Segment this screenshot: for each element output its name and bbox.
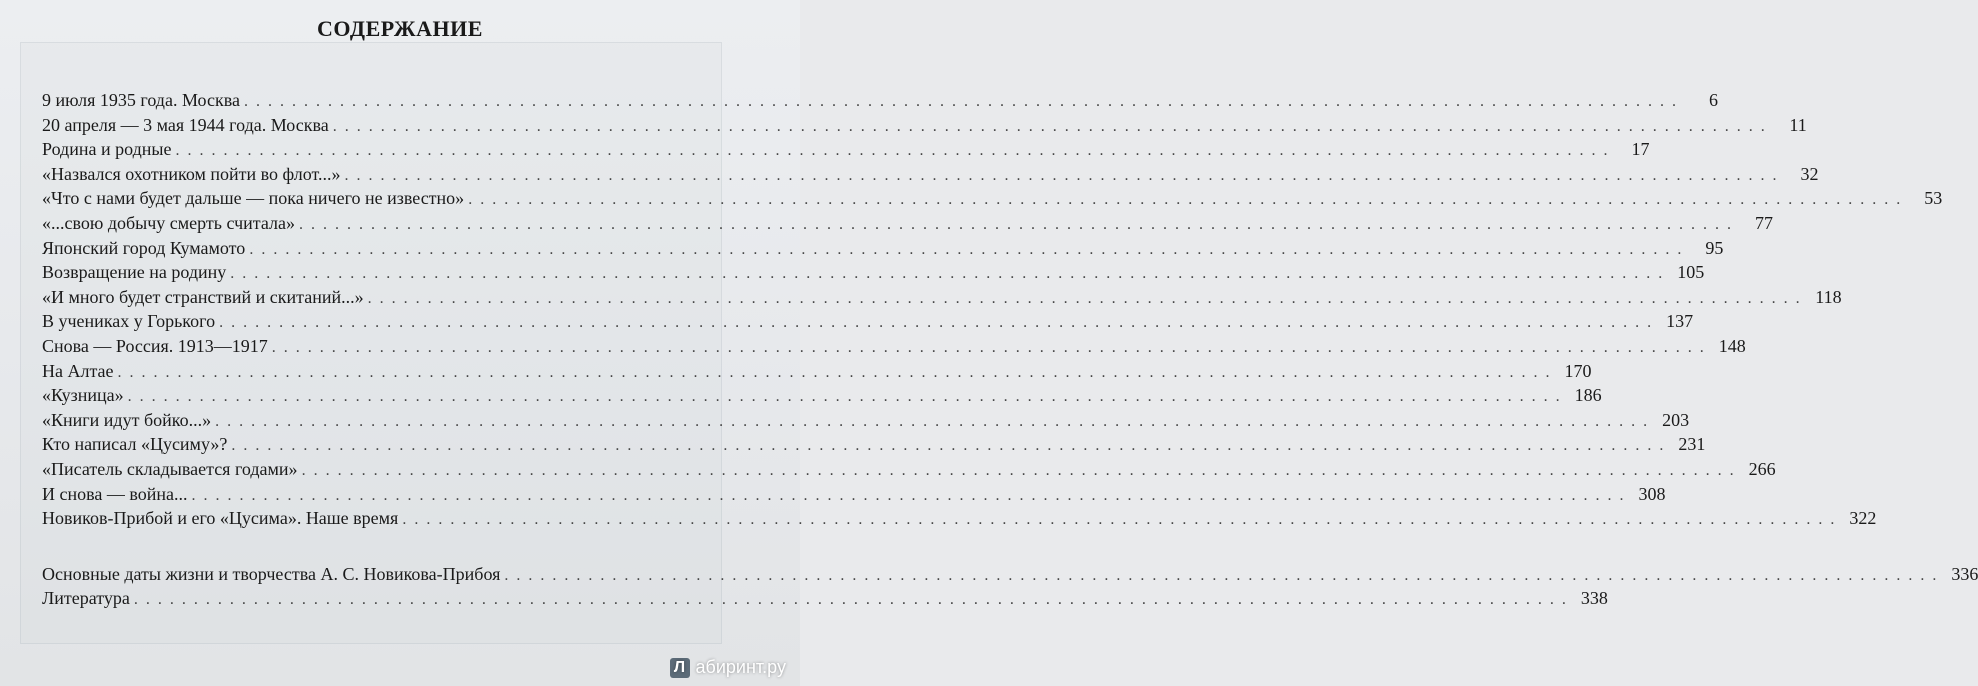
- toc-entry-page: 95: [1705, 237, 1724, 258]
- toc-entry-page: 53: [1924, 188, 1943, 209]
- toc-entry: [42, 285, 1842, 310]
- toc-entry: [42, 236, 1724, 261]
- toc-leader-dots: . . . . . . . . . . . . . . . . . . . . . . . . . . . . . . . . . . . . . . . . . . . . . . . . . . . . . . . . . . . . . . . . . . . . . . . . . . . . . . . . . . . . . . . . . . . . . . . . . . . . . . . . . . . . . . . . . . . . . . . .: [191, 486, 1626, 504]
- toc-leader-dots: . . . . . . . . . . . . . . . . . . . . . . . . . . . . . . . . . . . . . . . . . . . . . . . . . . . . . . . . . . . . . . . . . . . . . . . . . . . . . . . . . . . . . . . . . . . . . . . . . . . . . . . . . . . . . . . . . . . . . . . .: [468, 191, 1903, 209]
- toc-entry: [42, 432, 1706, 457]
- toc-leader-dots: . . . . . . . . . . . . . . . . . . . . . . . . . . . . . . . . . . . . . . . . . . . . . . . . . . . . . . . . . . . . . . . . . . . . . . . . . . . . . . . . . . . . . . . . . . . . . . . . . . . . . . . . . . . . . . . . . . . . . . . .: [133, 591, 1568, 609]
- toc-leader-dots: . . . . . . . . . . . . . . . . . . . . . . . . . . . . . . . . . . . . . . . . . . . . . . . . . . . . . . . . . . . . . . . . . . . . . . . . . . . . . . . . . . . . . . . . . . . . . . . . . . . . . . . . . . . . . . . . . . . . . . . .: [117, 363, 1552, 381]
- toc-entry-title: «Кузница»: [42, 385, 124, 406]
- toc-entry-page: 6: [1708, 90, 1718, 110]
- toc-entry-title: «Назвался охотником пойти во флот...»: [42, 163, 341, 184]
- toc-leader-dots: . . . . . . . . . . . . . . . . . . . . . . . . . . . . . . . . . . . . . . . . . . . . . . . . . . . . . . . . . . . . . . . . . . . . . . . . . . . . . . . . . . . . . . . . . . . . . . . . . . . . . . . . . . . . . . . . . . . . . . . .: [367, 289, 1802, 307]
- toc-entry-page: 336: [1951, 563, 1978, 584]
- toc-entry-title: Родина и родные: [42, 139, 172, 160]
- toc-entry-page: 170: [1564, 360, 1592, 381]
- toc-entry-title: «...свою добычу смерть считала»: [42, 212, 296, 233]
- toc-entry: [42, 457, 1776, 482]
- watermark-text: абиринт.ру: [695, 657, 786, 677]
- toc-entry-page: 231: [1678, 434, 1706, 455]
- toc-leader-dots: . . . . . . . . . . . . . . . . . . . . . . . . . . . . . . . . . . . . . . . . . . . . . . . . . . . . . . . . . . . . . . . . . . . . . . . . . . . . . . . . . . . . . . . . . . . . . . . . . . . . . . . . . . . . . . . . . . . . . . . .: [230, 265, 1665, 283]
- toc-entries: [42, 88, 1943, 531]
- toc-entry: [42, 586, 1608, 611]
- toc-entry-title: Новиков-Прибой и его «Цусима». Наше время: [42, 508, 399, 529]
- toc-entry-title: «Что с нами будет дальше — пока ничего не известно»: [42, 188, 465, 209]
- toc-entry: [42, 162, 1819, 187]
- toc-leader-dots: . . . . . . . . . . . . . . . . . . . . . . . . . . . . . . . . . . . . . . . . . . . . . . . . . . . . . . . . . . . . . . . . . . . . . . . . . . . . . . . . . . . . . . . . . . . . . . . . . . . . . . . . . . . . . . . . . . . . . . . .: [301, 461, 1736, 479]
- toc-entry: [42, 383, 1602, 408]
- toc-entry-title: «И много будет странствий и скитаний...»: [42, 286, 364, 307]
- section-gap: [42, 531, 754, 562]
- toc-leader-dots: . . . . . . . . . . . . . . . . . . . . . . . . . . . . . . . . . . . . . . . . . . . . . . . . . . . . . . . . . . . . . . . . . . . . . . . . . . . . . . . . . . . . . . . . . . . . . . . . . . . . . . . . . . . . . . . . . . . . . . . .: [402, 511, 1837, 529]
- toc-entry: [42, 137, 1650, 162]
- toc-entry-page: 308: [1638, 483, 1666, 504]
- toc-entry-page: 77: [1755, 212, 1774, 233]
- toc-entry-title: «Книги идут бойко...»: [42, 409, 212, 430]
- toc-entry-page: 137: [1666, 311, 1694, 332]
- toc-entry-title: «Писатель складывается годами»: [42, 458, 298, 479]
- toc-leader-dots: . . . . . . . . . . . . . . . . . . . . . . . . . . . . . . . . . . . . . . . . . . . . . . . . . . . . . . . . . . . . . . . . . . . . . . . . . . . . . . . . . . . . . . . . . . . . . . . . . . . . . . . . . . . . . . . . . . . . . . . .: [231, 437, 1666, 455]
- toc-leader-dots: . . . . . . . . . . . . . . . . . . . . . . . . . . . . . . . . . . . . . . . . . . . . . . . . . . . . . . . . . . . . . . . . . . . . . . . . . . . . . . . . . . . . . . . . . . . . . . . . . . . . . . . . . . . . . . . . . . . . . . . .: [299, 215, 1734, 233]
- toc-entry-page: 322: [1849, 508, 1877, 529]
- toc-entry-page: 105: [1677, 262, 1705, 283]
- toc-entry-page: 203: [1662, 409, 1690, 430]
- page-title: СОДЕРЖАНИЕ: [317, 16, 483, 41]
- toc-leader-dots: . . . . . . . . . . . . . . . . . . . . . . . . . . . . . . . . . . . . . . . . . . . . . . . . . . . . . . . . . . . . . . . . . . . . . . . . . . . . . . . . . . . . . . . . . . . . . . . . . . . . . . . . . . . . . . . . . . . . . . . .: [344, 166, 1779, 184]
- toc-entry: [42, 211, 1774, 236]
- toc-leader-dots: . . . . . . . . . . . . . . . . . . . . . . . . . . . . . . . . . . . . . . . . . . . . . . . . . . . . . . . . . . . . . . . . . . . . . . . . . . . . . . . . . . . . . . . . . . . . . . . . . . . . . . . . . . . . . . . . . . . . . . . .: [243, 93, 1678, 110]
- toc-entry-title: Основные даты жизни и творчества А. С. Новикова-Прибоя: [42, 563, 501, 584]
- toc-leader-dots: . . . . . . . . . . . . . . . . . . . . . . . . . . . . . . . . . . . . . . . . . . . . . . . . . . . . . . . . . . . . . . . . . . . . . . . . . . . . . . . . . . . . . . . . . . . . . . . . . . . . . . . . . . . . . . . . . . . . . . . .: [504, 566, 1939, 584]
- toc-entry-title: Кто написал «Цусиму»?: [42, 434, 228, 455]
- toc-entry-title: И снова — война...: [42, 483, 188, 504]
- toc-leader-dots: . . . . . . . . . . . . . . . . . . . . . . . . . . . . . . . . . . . . . . . . . . . . . . . . . . . . . . . . . . . . . . . . . . . . . . . . . . . . . . . . . . . . . . . . . . . . . . . . . . . . . . . . . . . . . . . . . . . . . . . .: [219, 314, 1654, 332]
- toc-entry-page: 148: [1718, 335, 1746, 356]
- toc-appendix: [42, 562, 1978, 611]
- toc-leader-dots: . . . . . . . . . . . . . . . . . . . . . . . . . . . . . . . . . . . . . . . . . . . . . . . . . . . . . . . . . . . . . . . . . . . . . . . . . . . . . . . . . . . . . . . . . . . . . . . . . . . . . . . . . . . . . . . . . . . . . . . .: [249, 240, 1684, 258]
- toc-entry: [42, 260, 1705, 285]
- toc-entry: [42, 88, 1718, 113]
- table-of-contents: [42, 88, 1978, 611]
- toc-entry: [42, 309, 1694, 334]
- toc-leader-dots: . . . . . . . . . . . . . . . . . . . . . . . . . . . . . . . . . . . . . . . . . . . . . . . . . . . . . . . . . . . . . . . . . . . . . . . . . . . . . . . . . . . . . . . . . . . . . . . . . . . . . . . . . . . . . . . . . . . . . . . .: [271, 338, 1706, 356]
- toc-entry-page: 338: [1580, 588, 1608, 609]
- toc-entry: [42, 113, 1807, 138]
- labirint-logo-icon: Л: [670, 658, 690, 678]
- toc-entry-page: 266: [1748, 458, 1776, 479]
- toc-leader-dots: . . . . . . . . . . . . . . . . . . . . . . . . . . . . . . . . . . . . . . . . . . . . . . . . . . . . . . . . . . . . . . . . . . . . . . . . . . . . . . . . . . . . . . . . . . . . . . . . . . . . . . . . . . . . . . . . . . . . . . . .: [332, 117, 1767, 135]
- toc-entry-title: Возвращение на родину: [42, 262, 227, 283]
- toc-leader-dots: . . . . . . . . . . . . . . . . . . . . . . . . . . . . . . . . . . . . . . . . . . . . . . . . . . . . . . . . . . . . . . . . . . . . . . . . . . . . . . . . . . . . . . . . . . . . . . . . . . . . . . . . . . . . . . . . . . . . . . . .: [175, 142, 1610, 160]
- toc-entry-page: 17: [1631, 139, 1650, 160]
- toc-entry: [42, 334, 1746, 359]
- toc-entry-title: Снова — Россия. 1913—1917: [42, 335, 268, 356]
- toc-leader-dots: . . . . . . . . . . . . . . . . . . . . . . . . . . . . . . . . . . . . . . . . . . . . . . . . . . . . . . . . . . . . . . . . . . . . . . . . . . . . . . . . . . . . . . . . . . . . . . . . . . . . . . . . . . . . . . . . . . . . . . . .: [127, 388, 1562, 406]
- toc-entry-page: 118: [1815, 286, 1842, 307]
- toc-entry: [42, 359, 1592, 384]
- toc-entry: [42, 408, 1690, 433]
- toc-entry-page: 186: [1574, 385, 1602, 406]
- toc-entry-page: 11: [1789, 114, 1807, 135]
- toc-entry: [42, 562, 1978, 587]
- toc-entry-title: Литература: [42, 588, 130, 609]
- toc-entry: [42, 482, 1666, 507]
- watermark: [670, 657, 786, 678]
- toc-entry-title: 9 июля 1935 года. Москва: [42, 90, 240, 110]
- toc-entry-title: Японский город Кумамото: [42, 237, 246, 258]
- toc-entry-page: 32: [1800, 163, 1819, 184]
- toc-entry-title: На Алтае: [42, 360, 114, 381]
- toc-entry-title: 20 апреля — 3 мая 1944 года. Москва: [42, 114, 329, 135]
- toc-entry-title: В учениках у Горького: [42, 311, 216, 332]
- toc-leader-dots: . . . . . . . . . . . . . . . . . . . . . . . . . . . . . . . . . . . . . . . . . . . . . . . . . . . . . . . . . . . . . . . . . . . . . . . . . . . . . . . . . . . . . . . . . . . . . . . . . . . . . . . . . . . . . . . . . . . . . . . .: [215, 412, 1650, 430]
- toc-entry: [42, 186, 1943, 211]
- toc-entry: [42, 506, 1877, 531]
